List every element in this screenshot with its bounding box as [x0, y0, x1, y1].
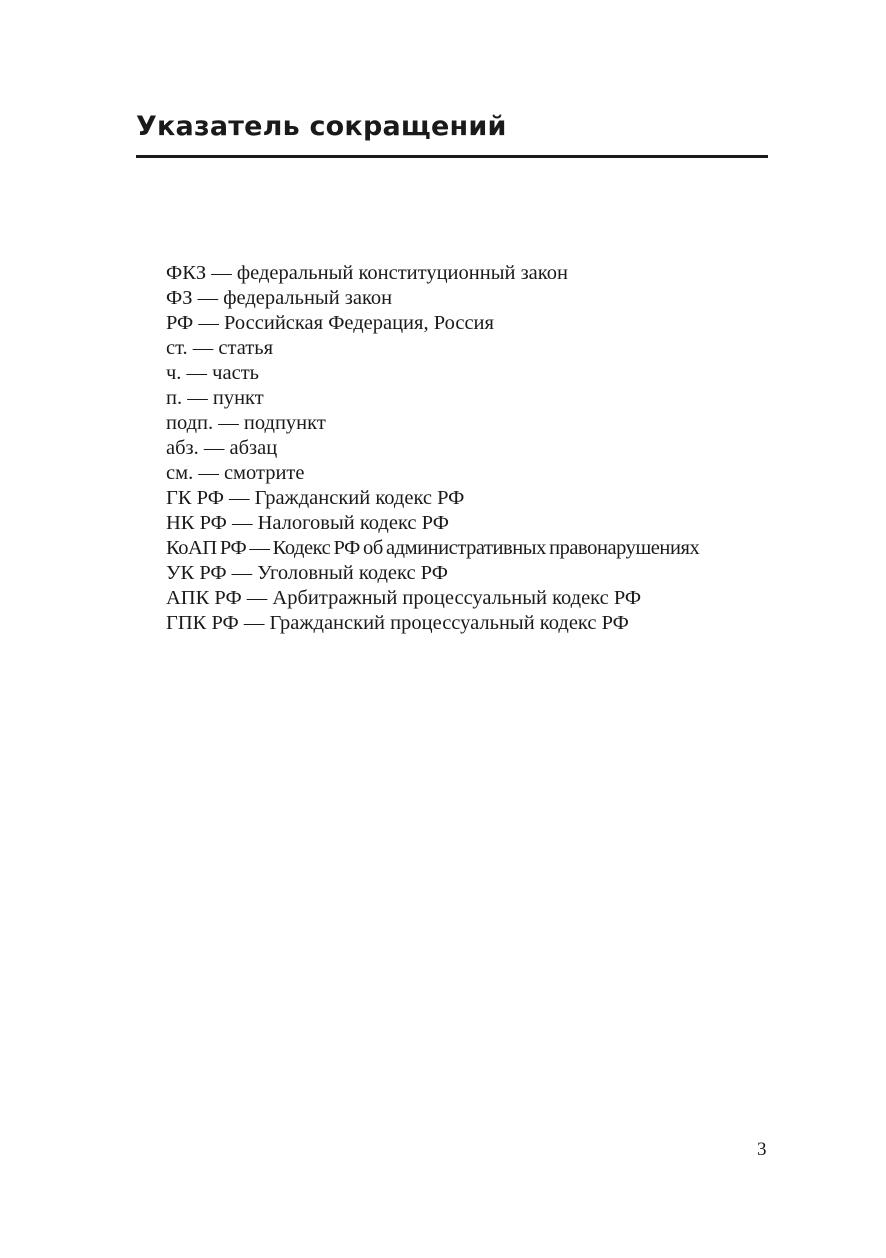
- abbreviation-item: ФЗ — федеральный закон: [166, 287, 393, 309]
- abbreviation-item: ч. — часть: [166, 362, 260, 384]
- abbreviation-item: подп. — подпункт: [166, 412, 326, 434]
- abbreviation-item: УК РФ — Уголовный кодекс РФ: [166, 562, 448, 584]
- abbreviation-item: ст. — статья: [166, 337, 274, 359]
- abbreviation-item: ГПК РФ — Гражданский процессуальный кодекс РФ: [166, 612, 629, 634]
- abbreviation-item: ФКЗ — федеральный конституционный закон: [166, 262, 568, 284]
- title-underline: [136, 155, 768, 158]
- abbreviation-item: НК РФ — Налоговый кодекс РФ: [166, 512, 449, 534]
- abbreviation-item: КоАП РФ — Кодекс РФ об административных правонарушениях: [166, 537, 700, 559]
- abbreviation-item: п. — пункт: [166, 387, 264, 409]
- page-number: 3: [757, 1139, 767, 1160]
- abbreviation-item: см. — смотрите: [166, 462, 305, 484]
- page-title: Указатель сокращений: [136, 111, 507, 142]
- abbreviation-item: ГК РФ — Гражданский кодекс РФ: [166, 487, 465, 509]
- abbreviation-list: [166, 261, 699, 636]
- abbreviation-item: АПК РФ — Арбитражный процессуальный кодекс РФ: [166, 587, 642, 609]
- abbreviation-item: РФ — Российская Федерация, Россия: [166, 312, 494, 334]
- abbreviation-item: абз. — абзац: [166, 437, 278, 459]
